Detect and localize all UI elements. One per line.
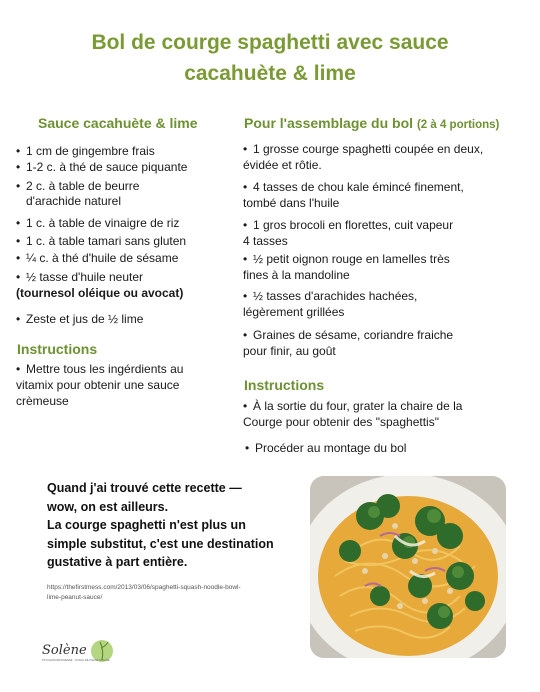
quote-line: simple substitut, c'est une destination (47, 536, 274, 551)
list-item-continuation: Courge pour obtenir des "spaghettis" (243, 415, 439, 429)
bullet: • (16, 251, 21, 265)
solene-logo (40, 636, 120, 666)
source-url-line-1: https://thefirstmess.com/2013/03/06/spaghetti-squash-noodle-bowl- (47, 584, 241, 591)
bullet: • (16, 179, 21, 193)
svg-text:PSYCHOSOMATICIENNE · COACH DE: PSYCHOSOMATICIENNE · COACH DE PLEINE NATURE (42, 659, 110, 662)
list-item: • 2 c. à table de beurre (16, 179, 140, 193)
bullet: • (16, 216, 21, 230)
bullet: • (243, 142, 248, 156)
list-item-continuation: d'arachide naturel (26, 194, 122, 208)
recipe-title (20, 27, 520, 89)
list-item-continuation: vitamix pour obtenir une sauce (16, 378, 180, 392)
bullet: • (243, 289, 248, 303)
list-item: • ¼ c. à thé d'huile de sésame (16, 251, 179, 265)
sauce-instructions-heading: Instructions (17, 341, 98, 357)
bullet: • (243, 328, 248, 342)
list-item: • 1 gros brocoli en florettes, cuit vapeur (243, 218, 454, 232)
list-item: • Procéder au montage du bol (245, 441, 407, 455)
bullet: • (16, 144, 21, 158)
bowl-heading: Pour l'assemblage du bol (2 à 4 portions) (244, 115, 500, 131)
bullet: • (16, 234, 21, 248)
list-item-continuation: crèmeuse (16, 394, 69, 408)
bullet: • (16, 362, 21, 376)
bullet: • (243, 218, 248, 232)
recipe-photo (310, 476, 506, 658)
bowl-instructions-heading: Instructions (244, 377, 325, 393)
bullet: • (243, 252, 248, 266)
svg-text:Solène: Solène (42, 643, 87, 658)
list-item: • 1 c. à table tamari sans gluten (16, 234, 187, 248)
list-item-continuation: tombé dans l'huile (243, 196, 340, 210)
list-item: • Mettre tous les ingérdients au (16, 362, 184, 376)
list-item: • ½ tasse d'huile neuter (16, 270, 144, 284)
source-url-line-2: lime-peanut-sauce/ (47, 594, 103, 601)
list-item: • 4 tasses de chou kale émincé finement, (243, 180, 464, 194)
quote-line: gustative à part entière. (47, 555, 188, 569)
logo-image (40, 636, 120, 666)
list-item: • ½ tasses d'arachides hachées, (243, 289, 418, 303)
source-link[interactable] (47, 583, 241, 603)
bowl-heading-portions: (2 à 4 portions) (416, 119, 500, 131)
recipe-quote (47, 479, 274, 572)
bullet: • (16, 312, 21, 326)
bullet: • (245, 441, 250, 455)
quote-line: wow, on est ailleurs. (47, 499, 169, 514)
list-item-continuation: légèrement grillées (243, 305, 345, 319)
list-item: • ½ petit oignon rouge en lamelles très (243, 252, 450, 266)
list-item: • Zeste et jus de ½ lime (16, 312, 144, 326)
recipe-title-line-1: Bol de courge spaghetti avec sauce (91, 31, 449, 54)
quote-line: La courge spaghetti n'est plus un (47, 518, 246, 532)
bullet: • (243, 180, 248, 194)
list-item: • 1 grosse courge spaghetti coupée en deux, (243, 142, 484, 156)
list-item: • 1 c. à table de vinaigre de riz (16, 216, 180, 230)
sauce-heading: Sauce cacahuète & lime (38, 115, 198, 131)
list-item-continuation: 4 tasses (243, 234, 288, 248)
list-item: • À la sortie du four, grater la chaire de la (243, 399, 463, 413)
bullet: • (16, 160, 21, 174)
bullet: • (16, 270, 21, 284)
list-item: • Graines de sésame, coriandre fraiche (243, 328, 454, 342)
quote-line: Quand j'ai trouvé cette recette — (47, 481, 242, 495)
list-item-continuation: évidée et rôtie. (243, 158, 322, 172)
list-item-continuation: pour finir, au goût (243, 344, 336, 358)
recipe-title-line-2: cacahuète & lime (184, 62, 356, 85)
list-item: • 1 cm de gingembre frais (16, 144, 155, 158)
spaghetti-squash-bowl-image (310, 476, 506, 658)
list-item: • 1-2 c. à thé de sauce piquante (16, 160, 188, 174)
list-item-continuation: fines à la mandoline (243, 268, 350, 282)
bullet: • (243, 399, 248, 413)
list-item-continuation: (tournesol oléique ou avocat) (16, 286, 184, 300)
